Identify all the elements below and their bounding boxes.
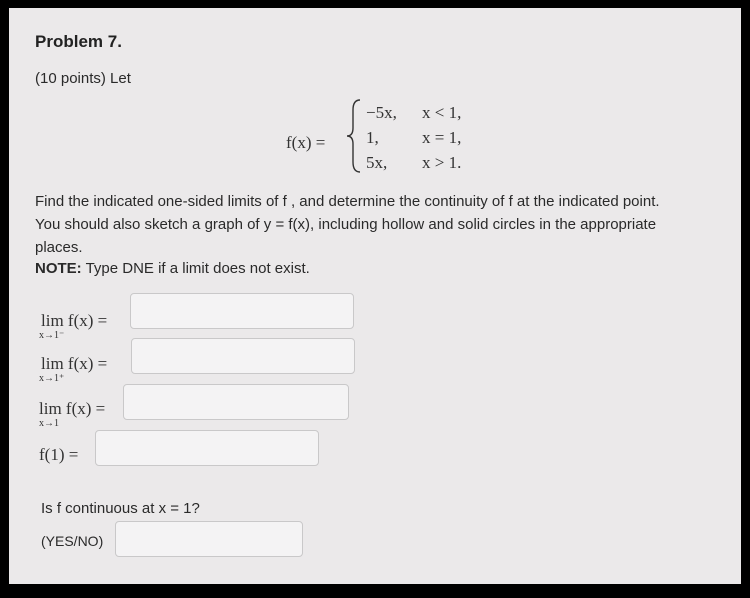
instructions-line-1: Find the indicated one-sided limits of f , and determine the continuity of f at the indicated point.	[35, 193, 660, 210]
case-expr-3: 5x,	[366, 153, 388, 172]
limit-left-input[interactable]	[130, 293, 354, 329]
instructions-line-3: places.	[35, 239, 83, 256]
problem-panel	[9, 8, 741, 584]
limit-left-label: lim f(x) =	[41, 311, 108, 330]
limit-two-sided-sub: x→1	[39, 418, 59, 429]
limit-left-sub: x→1⁻	[39, 330, 65, 341]
points-intro: (10 points) Let	[35, 70, 131, 87]
note-label: NOTE:	[35, 260, 82, 277]
limit-right-input[interactable]	[131, 338, 355, 374]
continuity-input[interactable]	[115, 521, 303, 557]
instructions	[35, 190, 735, 259]
limit-right-sub: x→1⁺	[39, 373, 65, 384]
case-expr-1: −5x,	[366, 103, 397, 122]
note	[35, 260, 310, 277]
case-cond-1: x < 1,	[422, 103, 462, 122]
function-lhs: f(x) =	[286, 133, 326, 152]
yes-no-prompt: (YES/NO)	[41, 533, 104, 549]
limit-right-label: lim f(x) =	[41, 354, 108, 373]
f-at-1-input[interactable]	[95, 430, 319, 466]
case-expr-2: 1,	[366, 128, 379, 147]
limit-two-sided-label: lim f(x) =	[39, 399, 106, 418]
instructions-line-2: You should also sketch a graph of y = f(x), including hollow and solid circles in the appropriate	[35, 216, 657, 233]
case-cond-2: x = 1,	[422, 128, 462, 147]
f-at-1-label: f(1) =	[39, 445, 79, 464]
piecewise-brace	[345, 98, 365, 174]
continuity-question: Is f continuous at x = 1?	[41, 500, 200, 517]
limit-two-sided-input[interactable]	[123, 384, 349, 420]
case-cond-3: x > 1.	[422, 153, 462, 172]
problem-title: Problem 7.	[35, 32, 122, 51]
note-text: Type DNE if a limit does not exist.	[81, 260, 310, 277]
